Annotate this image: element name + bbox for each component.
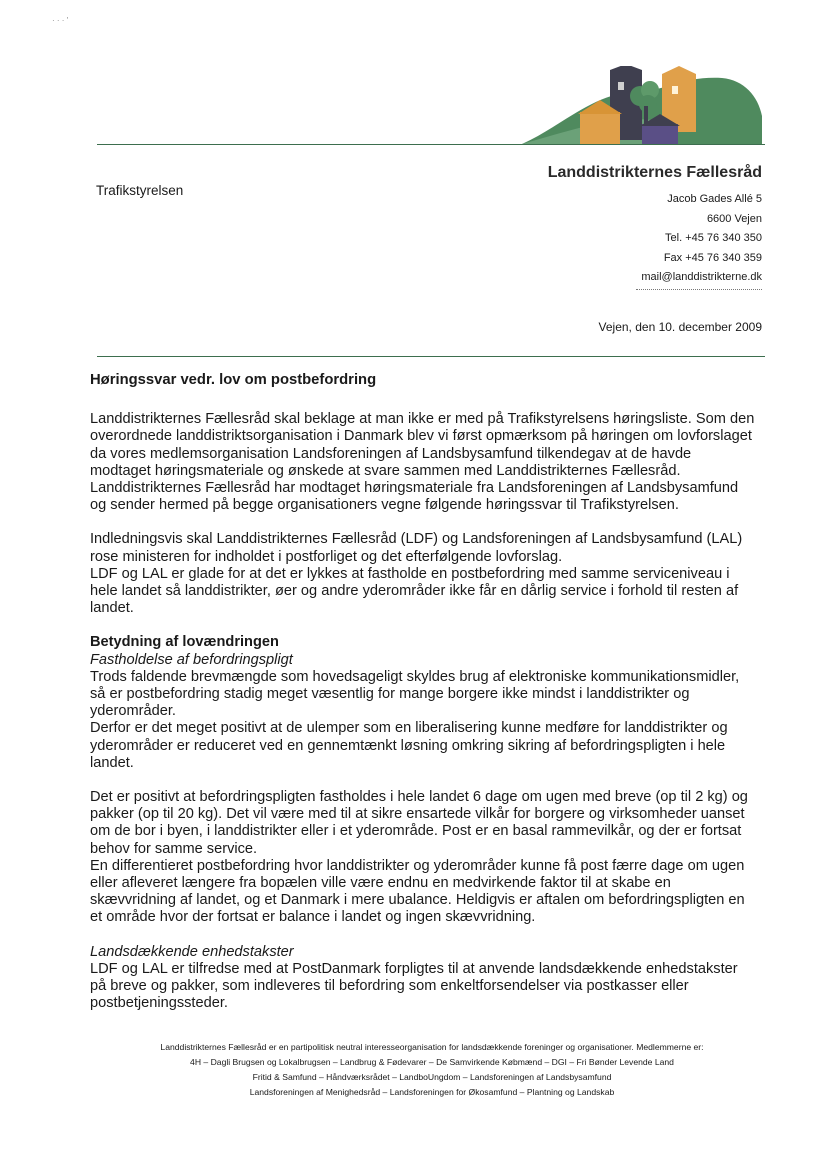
address-line-street: Jacob Gades Allé 5 xyxy=(667,193,762,205)
village-logo xyxy=(522,66,762,144)
footer-line: 4H – Dagli Brugsen og Lokalbrugsen – Landbrug & Fødevarer – De Samvirkende Købmænd – DGI – Fri Bønder Levende Land xyxy=(190,1057,674,1067)
paragraph-intro xyxy=(90,411,755,514)
scan-specks: · · · ' xyxy=(52,16,69,25)
address-line-email: mail@landdistrikterne.dk xyxy=(641,271,762,283)
header-rule xyxy=(97,144,765,145)
address-line-phone: Tel. +45 76 340 350 xyxy=(665,232,762,244)
footer-line: Landdistrikternes Fællesråd er en partipolitisk neutral interesseorganisation for landsdækkende foreninger og organisationer. Medlemmerne er: xyxy=(160,1042,704,1052)
paragraph-text: Derfor er det meget positivt at de ulemper som en liberalisering kunne medføre for landdistrikter og yderområder er reduceret ved en gennemtænkt løsning omkring sikring af befordringspligten i hele landet. xyxy=(90,720,728,771)
address-line-fax: Fax +45 76 340 359 xyxy=(663,251,762,264)
paragraph-service xyxy=(90,789,755,927)
section-heading: Betydning af lovændringen xyxy=(90,634,279,651)
org-name: Landdistrikternes Fællesråd xyxy=(547,164,762,181)
letter-body xyxy=(90,372,755,1030)
paragraph-text: Landdistrikternes Fællesråd skal beklage at man ikke er med på Trafikstyrelsens høringsliste. Som den overordnede landdistriktsorganisation i Danmark blev vi først opmærksom på høringen om lovforslaget da vores medlemsorganisation Landsforeningen af Landsbysamfund tilkendegav at de havde modtaget høringsmateriale og ønskede at svare sammen med Landdistrikternes Fællesråd. xyxy=(90,411,755,479)
paragraph-text: Trods faldende brevmængde som hovedsageligt skyldes brug af elektroniske kommunikationsmidler, så er postbefordring stadig meget væsentlig for mange borgere ikke mindst i landdistrikter og yderområder. xyxy=(90,668,740,720)
address-block xyxy=(641,190,762,288)
paragraph-text: Det er positivt at befordringspligten fastholdes i hele landet 6 dage om ugen med breve (op til 2 kg) og pakker (op til 20 kg). Det vil være med til at sikre ensartede vilkår for borgere og virksomheder uanset om de bor i byen, i landdistrikter eller i et yderområde. Post er en basal rammevilkår, og der er fortsat behov for samme service. xyxy=(90,789,748,857)
subject-heading: Høringssvar vedr. lov om postbefordring xyxy=(90,372,377,388)
date-rule xyxy=(97,356,765,357)
letter-date: Vejen, den 10. december 2009 xyxy=(598,320,762,334)
footer xyxy=(92,1040,772,1100)
paragraph-text: Landdistrikternes Fællesråd har modtaget høringsmateriale fra Landsforeningen af Landsbysamfund og sender hermed på begge organisationers vegne følgende høringssvar til Trafikstyrelsen. xyxy=(90,480,739,514)
paragraph-text: LDF og LAL er tilfredse med at PostDanmark forpligtes til at anvende landsdækkende enhedstakster på breve og pakker, som indleveres til befordring som enkeltforsendelser via postkasser eller postbetjeningssteder. xyxy=(90,960,738,1012)
section-befordringspligt xyxy=(90,634,755,772)
address-line-city: 6600 Vejen xyxy=(706,212,762,225)
section-subheading: Fastholdelse af befordringspligt xyxy=(90,651,293,668)
paragraph-text: Indledningsvis skal Landdistrikternes Fællesråd (LDF) og Landsforeningen af Landsbysamfund (LAL) rose ministeren for indholdet i postforliget og det efterfølgende lovforslag. xyxy=(90,531,743,565)
footer-line: Fritid & Samfund – Håndværksrådet – LandboUngdom – Landsforeningen af Landsbysamfund xyxy=(252,1072,612,1082)
paragraph-opening xyxy=(90,531,755,617)
faded-line xyxy=(636,289,762,290)
paragraph-text: En differentieret postbefordring hvor landdistrikter og yderområder kunne få post færre dage om ugen eller afleveret længere fra bopælen ville være endnu en medvirkende faktor til at skabe en skævvridning af landet, og et Danmark i mere ubalance. Heldigvis er aftalen om befordringspligten en et område hvor der fortsat er balance i landet og ingen skævvridning. xyxy=(90,857,745,926)
section-subheading: Landsdækkende enhedstakster xyxy=(90,943,294,960)
paragraph-text: LDF og LAL er glade for at det er lykkes at fastholde en postbefordring med samme serviceniveau i hele landet så landdistrikter, øer og andre yderområder ikke får en dårlig service i forhold til resten af landet. xyxy=(90,565,739,617)
section-enhedstakster xyxy=(90,944,755,1013)
recipient: Trafikstyrelsen xyxy=(96,183,184,198)
footer-line: Landsforeningen af Menighedsråd – Landsforeningen for Økosamfund – Plantning og Landskab xyxy=(249,1087,615,1097)
